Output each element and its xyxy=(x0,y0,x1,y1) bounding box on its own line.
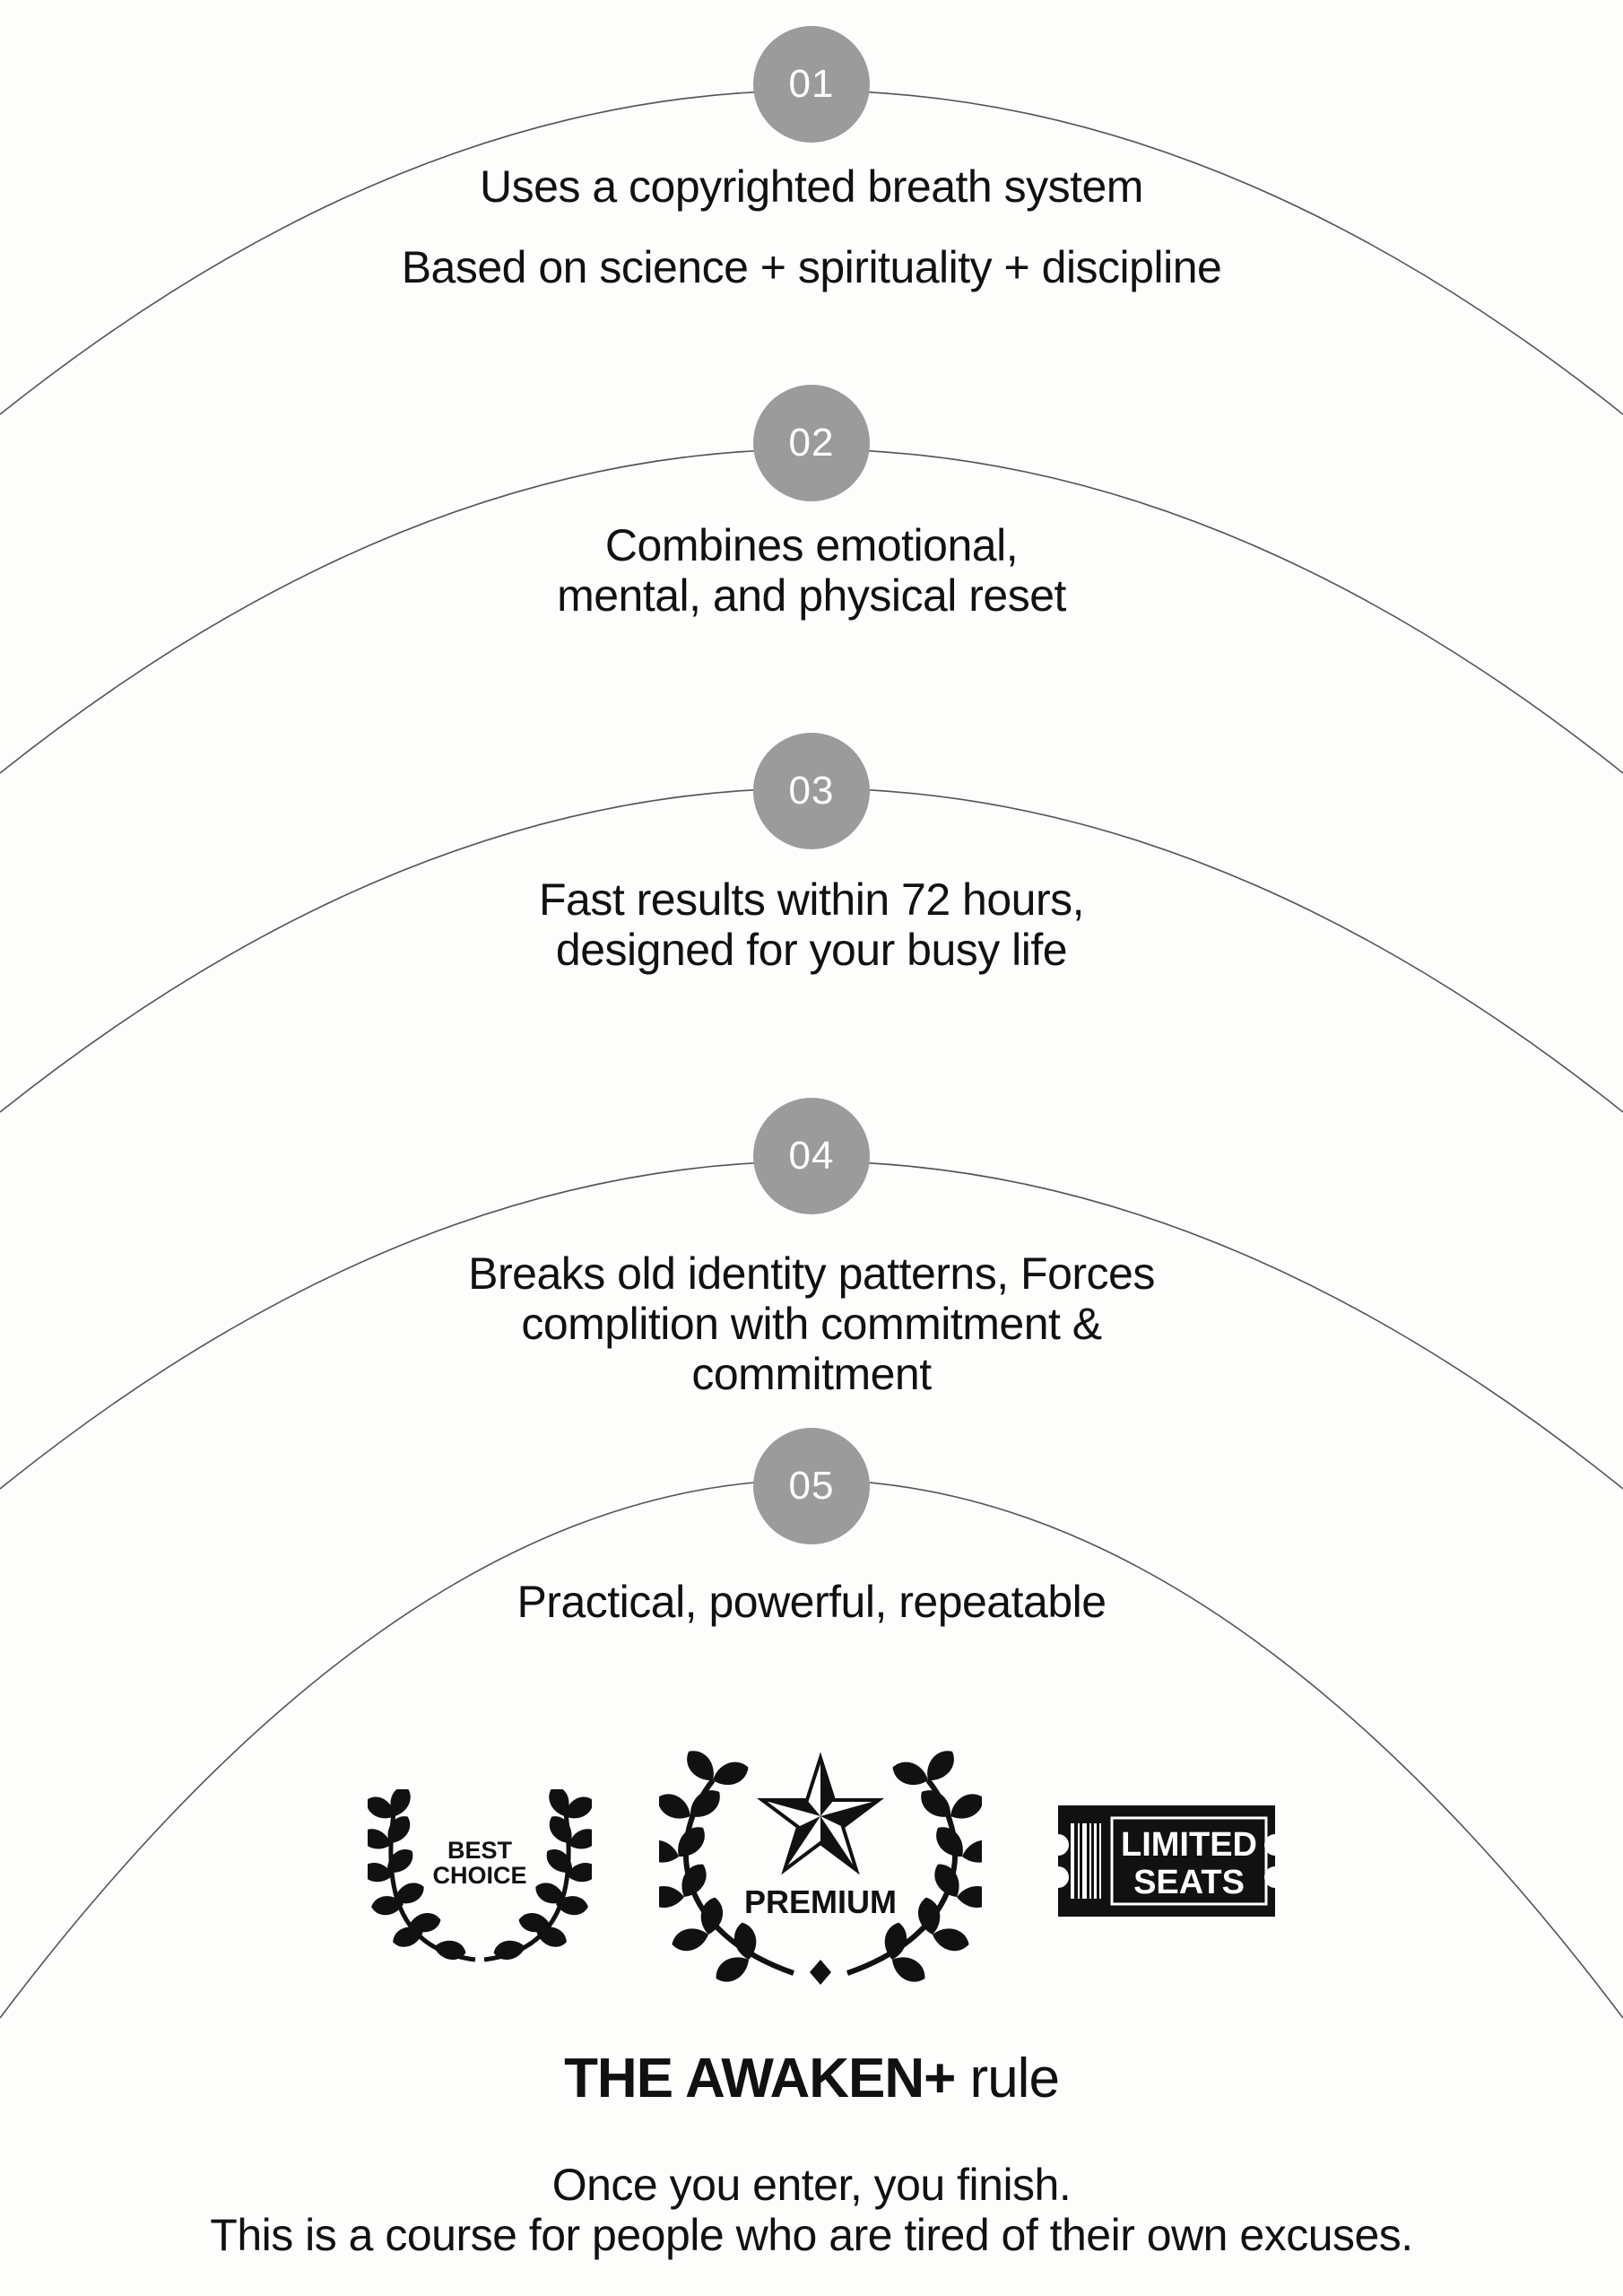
step-text: mental, and physical reset xyxy=(557,570,1066,621)
best-choice-line2: CHOICE xyxy=(432,1862,527,1889)
limited-seats-line2: SEATS xyxy=(1133,1864,1245,1901)
rule-title xyxy=(0,2047,1623,2110)
step-text: Fast results within 72 hours, xyxy=(539,874,1084,925)
premium-label: PREMIUM xyxy=(744,1883,897,1920)
step-text: Based on science + spirituality + discipline xyxy=(401,242,1222,292)
best-choice-line1: BEST xyxy=(447,1837,513,1864)
best-choice-badge xyxy=(368,1789,592,1969)
step-number-badge: 02 xyxy=(753,385,870,501)
limited-seats-line1: LIMITED xyxy=(1121,1826,1257,1864)
limited-seats-badge xyxy=(1058,1798,1282,1924)
step-number-badge: 01 xyxy=(753,26,870,143)
rule-title-bold: THE AWAKEN+ xyxy=(564,2048,956,2109)
rule-line: Once you enter, you finish. xyxy=(551,2160,1072,2210)
star-icon xyxy=(762,1758,879,1870)
step-number-badge: 04 xyxy=(753,1098,870,1214)
premium-badge xyxy=(659,1744,982,1996)
rule-title-light: rule xyxy=(955,2048,1059,2109)
step-text: complition with commitment & xyxy=(521,1299,1102,1349)
step-text: commitment xyxy=(691,1349,932,1399)
step-text: Combines emotional, xyxy=(604,520,1019,570)
step-number-badge: 03 xyxy=(753,733,870,849)
step-number-badge: 05 xyxy=(753,1428,870,1544)
step-text: designed for your busy life xyxy=(555,925,1068,975)
step-text: Uses a copyrighted breath system xyxy=(480,161,1143,212)
step-text: Practical, powerful, repeatable xyxy=(516,1577,1107,1627)
step-text: Breaks old identity patterns, Forces xyxy=(468,1248,1155,1299)
diamond-icon xyxy=(810,1960,831,1985)
rule-line: This is a course for people who are tired of their own excuses. xyxy=(210,2210,1413,2260)
